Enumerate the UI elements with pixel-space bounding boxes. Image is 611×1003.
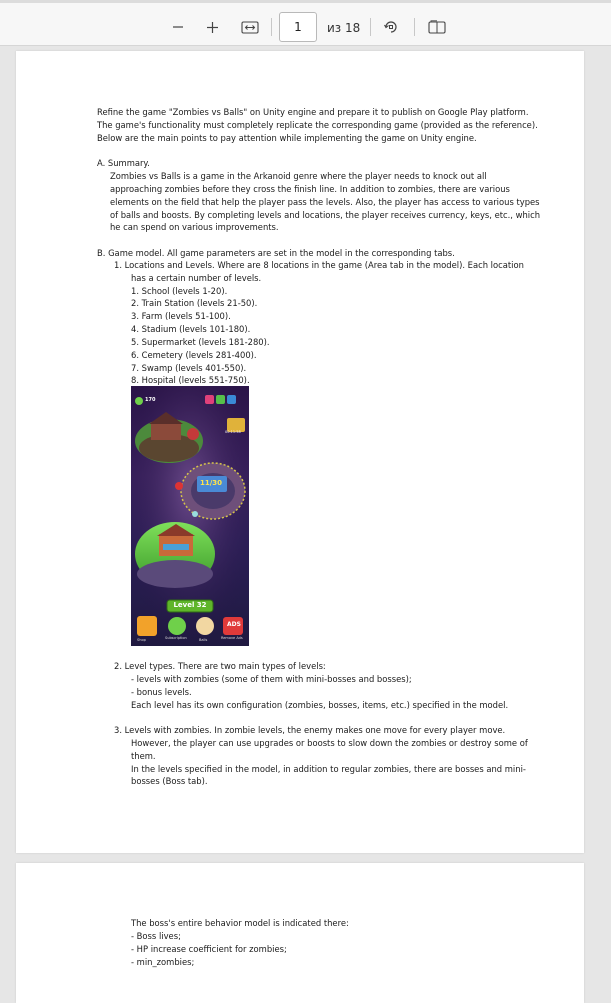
- balls-label: Balls: [199, 638, 208, 642]
- timer-label: 00:11:58: [225, 430, 241, 434]
- location-item: 7. Swamp (levels 401-550).: [131, 363, 247, 373]
- two-page-view-button[interactable]: [426, 17, 448, 37]
- intro-line: Refine the game "Zombies vs Balls" on Unity engine and prepare it to publish on Google Play platform.: [97, 107, 529, 117]
- level-types-line: - levels with zombies (some of them with mini-bosses and bosses);: [131, 674, 412, 684]
- coins-counter: 170: [145, 397, 156, 403]
- fit-width-button[interactable]: [239, 17, 261, 37]
- document-page-1: [16, 51, 584, 853]
- subscription-label: Subscription: [165, 636, 187, 640]
- zombie-levels-line: 3. Levels with zombies. In zombie levels, the enemy makes one move for every player move.: [114, 725, 506, 735]
- level-types-line: Each level has its own configuration (zombies, bosses, items, etc.) specified in the model.: [131, 700, 509, 710]
- locations-line: has a certain number of levels.: [131, 273, 262, 283]
- minus-icon: [172, 21, 184, 33]
- zoom-in-button[interactable]: [202, 17, 222, 37]
- summary-line: approaching zombies before they cross the finish line. In addition to zombies, there are various: [110, 184, 510, 194]
- remove-ads-label: Remove Ads: [221, 636, 243, 640]
- intro-line: Below are the main points to pay attention while implementing the game on Unity engine.: [97, 133, 477, 143]
- toolbar-divider: [370, 18, 371, 36]
- intro-line: The game's functionality must completely replicate the corresponding game (provided as the reference).: [97, 120, 538, 130]
- boss-model-line: The boss's entire behavior model is indicated there:: [131, 918, 349, 928]
- location-item: 1. School (levels 1-20).: [131, 286, 228, 296]
- boss-model-line: - min_zombies;: [131, 957, 195, 967]
- level-label: Level 32: [173, 601, 207, 609]
- rotate-button[interactable]: [381, 17, 401, 37]
- fit-width-icon: [241, 21, 259, 34]
- locations-line: 1. Locations and Levels. Where are 8 locations in the game (Area tab in the model). Each location: [114, 260, 524, 270]
- boss-model-line: - HP increase coefficient for zombies;: [131, 944, 287, 954]
- ads-button-label: ADS: [227, 621, 241, 628]
- summary-line: he can spend on various improvements.: [110, 222, 279, 232]
- toolbar-divider: [414, 18, 415, 36]
- shop-label: Shop: [137, 638, 146, 642]
- rotate-icon: [383, 19, 399, 35]
- location-item: 2. Train Station (levels 21-50).: [131, 298, 258, 308]
- summary-line: Zombies vs Balls is a game in the Arkanoid genre where the player needs to knock out all: [110, 171, 487, 181]
- page-total-label: из 18: [327, 21, 361, 35]
- location-item: 3. Farm (levels 51-100).: [131, 311, 231, 321]
- summary-line: elements on the field that help the player pass the levels. Also, the player has access to various types: [110, 197, 540, 207]
- location-item: 4. Stadium (levels 101-180).: [131, 324, 251, 334]
- zoom-out-button[interactable]: [168, 17, 188, 37]
- pdf-toolbar: [0, 0, 611, 46]
- game-screenshot-figure: [131, 386, 249, 646]
- location-item: 6. Cemetery (levels 281-400).: [131, 350, 257, 360]
- document-page-2: [16, 863, 584, 1003]
- section-a-heading: A. Summary.: [97, 158, 150, 168]
- two-page-view-icon: [428, 20, 446, 34]
- section-b-heading: B. Game model. All game parameters are set in the model in the corresponding tabs.: [97, 248, 455, 258]
- zombie-levels-line: them.: [131, 751, 156, 761]
- level-types-line: - bonus levels.: [131, 687, 192, 697]
- summary-line: of balls and boosts. By completing levels and locations, the player receives currency, keys, etc., which: [110, 210, 541, 220]
- boss-model-line: - Boss lives;: [131, 931, 181, 941]
- zombie-levels-line: However, the player can use upgrades or boosts to slow down the zombies or destroy some of: [131, 738, 528, 748]
- plus-icon: [206, 21, 219, 34]
- zombie-levels-line: bosses (Boss tab).: [131, 776, 208, 786]
- zombie-levels-line: In the levels specified in the model, in addition to regular zombies, there are bosses and mini-: [131, 764, 526, 774]
- progress-label: 11/30: [200, 479, 223, 487]
- location-item: 5. Supermarket (levels 181-280).: [131, 337, 270, 347]
- location-item: 8. Hospital (levels 551-750).: [131, 375, 250, 385]
- toolbar-divider: [271, 18, 272, 36]
- level-types-line: 2. Level types. There are two main types of levels:: [114, 661, 326, 671]
- page-number-input[interactable]: 1: [279, 12, 317, 42]
